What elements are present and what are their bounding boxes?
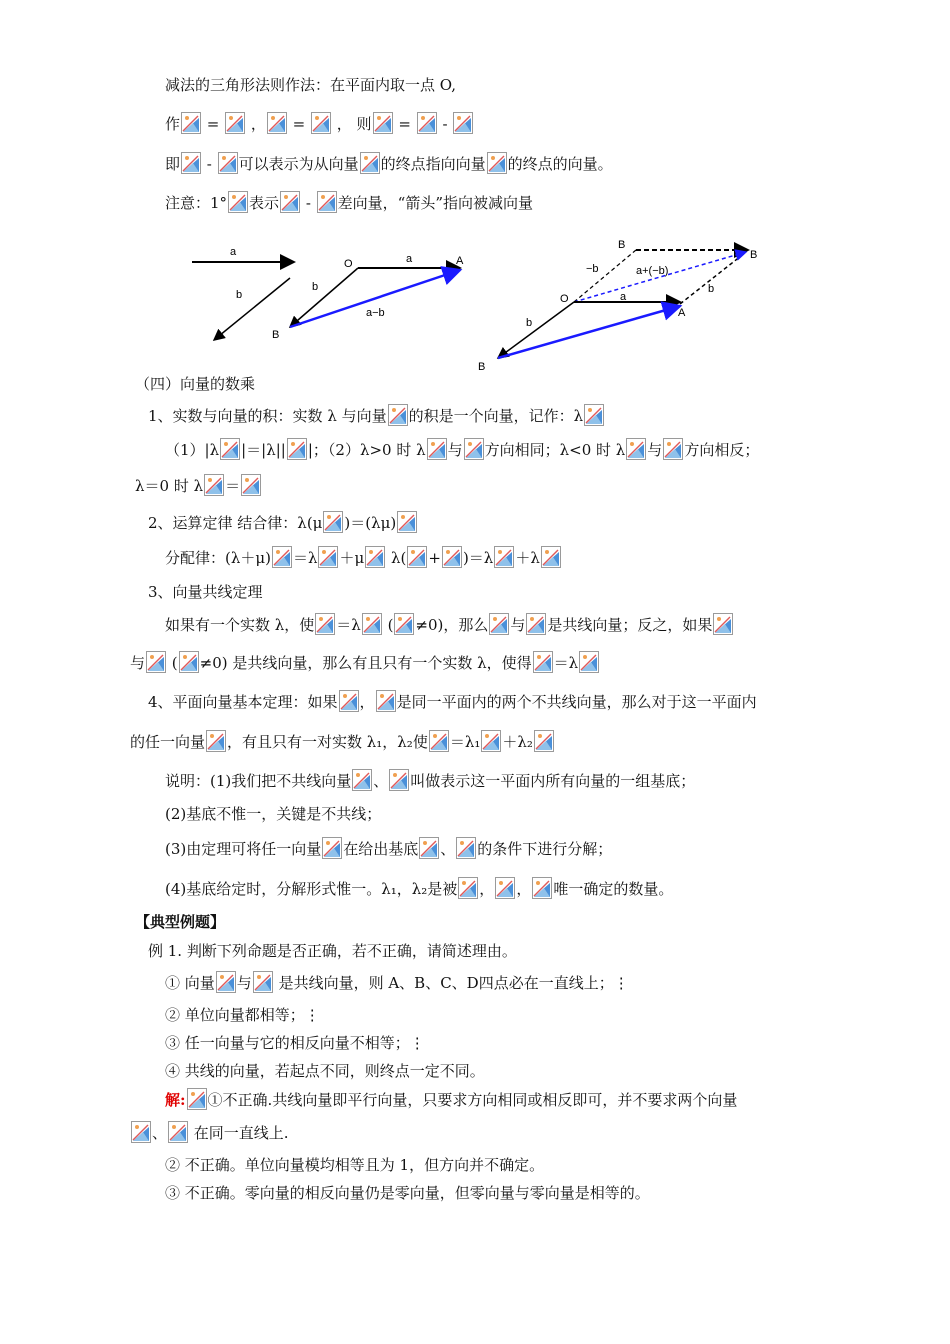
vector-placeholder-icon [373,112,393,134]
vector-placeholder-icon [579,651,599,673]
vector-placeholder-icon [494,546,514,568]
text-segment: 、 [152,1124,168,1142]
text-segment: = [393,115,416,133]
vector-placeholder-icon [397,511,417,533]
label-A-right: A [678,307,686,319]
text-line-l09 [148,511,418,534]
vector-placeholder-icon [663,438,683,460]
text-segment: 【典型例题】 [135,913,226,931]
vector-placeholder-icon [187,1088,207,1110]
text-segment: ， [516,880,532,898]
text-segment: 1、实数与向量的积：实数 λ 与向量 [148,407,387,425]
vector-placeholder-icon [225,112,245,134]
text-segment: 即 [165,155,181,173]
text-segment: 是同一平面内的两个不共线向量，那么对于这一平面内 [396,693,757,711]
text-segment: |＝|λ|| [241,441,286,459]
label-a-mid: a [406,253,413,265]
text-segment: 说明：(1)我们把不共线向量 [165,772,352,790]
text-line-l12 [165,613,734,636]
text-segment: ＋μ [339,549,365,567]
vector-placeholder-icon [179,651,199,673]
vector-placeholder-icon [362,613,382,635]
text-segment: 是共线向量，则 A、B、C、D四点必在一直线上；⋮ [273,974,629,992]
text-segment: 分配律：(λ＋μ) [165,549,271,567]
vector-ob-line [290,268,358,327]
text-line-l14 [148,690,757,713]
label-a-right: a [620,291,627,303]
label-sum: a+(−b) [636,265,669,277]
text-segment: ③ 任一向量与它的相反向量不相等；⋮ [165,1034,425,1052]
text-line-l28 [165,1154,544,1176]
vector-placeholder-icon [365,546,385,568]
text-segment: 与 [447,441,463,459]
text-line-l01 [165,74,456,96]
text-segment: 作 [165,115,181,133]
text-segment: 与 [130,654,146,672]
label-a-left: a [230,246,237,258]
text-line-l26 [165,1088,737,1111]
vector-placeholder-icon [442,546,462,568]
text-line-l23 [165,1004,320,1026]
vector-placeholder-icon [204,474,224,496]
text-segment: ③ 不正确。零向量的相反向量仍是零向量，但零向量与零向量是相等的。 [165,1184,650,1202]
text-segment: ，有且只有一对实数 λ₁，λ₂使 [227,733,428,751]
text-line-l05 [135,373,255,395]
text-segment: ② 单位向量都相等；⋮ [165,1006,320,1024]
text-segment: 4、平面向量基本定理：如果 [148,693,338,711]
text-segment: ， [246,115,266,133]
text-segment: 减法的三角形法则作法：在平面内取一点 O, [165,76,456,94]
text-segment: ≠0) 是共线向量，那么有且只有一个实数 λ，使得 [199,654,532,672]
text-segment: 方向相反； [684,441,760,459]
vector-subtraction-diagram [180,230,780,375]
text-segment: 的终点指向向量 [380,155,486,173]
text-segment: - [202,155,217,173]
text-segment: )＝(λμ) [344,514,397,532]
text-segment: 差向量，“箭头”指向被减向量 [337,194,534,212]
text-segment: ＋λ₂ [502,733,533,751]
text-line-l19 [165,877,673,900]
vector-placeholder-icon [220,438,240,460]
vector-placeholder-icon [267,112,287,134]
text-segment: 的条件下进行分解； [477,840,613,858]
text-segment: 与 [647,441,663,459]
text-line-l06 [148,404,605,427]
vector-placeholder-icon [315,613,335,635]
text-segment: 的任一向量 [130,733,206,751]
text-line-l10 [165,546,562,569]
label-O-right: O [560,293,569,305]
text-segment: 表示 [249,194,280,212]
vector-ob-right [498,302,574,358]
vector-placeholder-icon [388,404,408,426]
text-line-l04 [165,191,533,214]
vector-placeholder-icon [181,112,201,134]
text-segment: (2)基底不惟一，关键是不共线； [165,805,382,823]
vector-placeholder-icon [360,152,380,174]
text-line-l11 [148,581,263,603]
text-segment: + [428,549,441,567]
vector-placeholder-icon [458,877,478,899]
text-segment: ( [382,616,394,634]
text-segment: λ＝0 时 λ [135,477,204,495]
text-segment: （1）|λ [165,441,220,459]
vector-placeholder-icon [389,769,409,791]
vector-placeholder-icon [216,971,236,993]
text-line-l17 [165,803,381,825]
text-segment: 、 [440,840,456,858]
text-segment: ， 则 [332,115,372,133]
text-segment: 如果有一个实数 λ，使 [165,616,315,634]
text-line-l21 [148,940,517,962]
text-segment: 可以表示为从向量 [238,155,359,173]
label-o-mid: O [344,258,353,270]
vector-placeholder-icon [241,474,261,496]
text-line-l29 [165,1182,650,1204]
vector-placeholder-icon [526,613,546,635]
vector-placeholder-icon [407,546,427,568]
vector-placeholder-icon [584,404,604,426]
vector-placeholder-icon [376,690,396,712]
vector-placeholder-icon [272,546,292,568]
text-line-l15 [130,730,555,753]
vector-placeholder-icon [534,730,554,752]
vector-placeholder-icon [287,438,307,460]
vector-placeholder-icon [489,613,509,635]
vector-placeholder-icon [311,112,331,134]
vector-placeholder-icon [323,511,343,533]
text-segment: 是共线向量；反之，如果 [547,616,713,634]
text-segment: (3)由定理可将任一向量 [165,840,322,858]
vector-ba-right [498,306,680,358]
label-a-minus-b: a−b [366,307,385,319]
text-line-l25 [165,1060,485,1082]
text-segment: (4)基底给定时，分解形式惟一。λ₁，λ₂是被 [165,880,458,898]
vector-placeholder-icon [495,877,515,899]
text-segment: 2、运算定律 结合律：λ(μ [148,514,323,532]
vector-placeholder-icon [206,730,226,752]
text-line-l24 [165,1032,425,1054]
text-segment: ≠0)，那么 [415,616,489,634]
vector-placeholder-icon [146,651,166,673]
vector-placeholder-icon [168,1121,188,1143]
vector-placeholder-icon [487,152,507,174]
text-segment: = [202,115,225,133]
text-segment: 的积是一个向量，记作：λ [408,407,584,425]
text-segment: ① 向量 [165,974,215,992]
text-segment: ② 不正确。单位向量模均相等且为 1，但方向并不确定。 [165,1156,545,1174]
text-segment: ④ 共线的向量，若起点不同，则终点一定不同。 [165,1062,485,1080]
vector-placeholder-icon [481,730,501,752]
vector-placeholder-icon [429,730,449,752]
vector-placeholder-icon [280,191,300,213]
vector-placeholder-icon [228,191,248,213]
vector-placeholder-icon [131,1121,151,1143]
text-segment: λ( [386,549,407,567]
vector-placeholder-icon [218,152,238,174]
vector-placeholder-icon [181,152,201,174]
vector-placeholder-icon [456,837,476,859]
text-segment: ＝λ [336,616,361,634]
vector-placeholder-icon [533,651,553,673]
text-segment: 叫做表示这一平面内所有向量的一组基底； [410,772,696,790]
vector-placeholder-icon [532,877,552,899]
text-segment: 唯一确定的数量。 [553,880,674,898]
label-b-right-side: b [708,283,715,295]
text-line-l22 [165,971,629,994]
text-segment: 与 [236,974,252,992]
label-B-right: B [750,249,758,261]
vector-placeholder-icon [318,546,338,568]
label-B-bottom: B [478,361,486,373]
vector-neg-b-dashed [574,250,636,302]
text-segment: （四）向量的数乘 [135,375,256,393]
text-segment: 、 [373,772,389,790]
vector-placeholder-icon [464,438,484,460]
vector-placeholder-icon [453,112,473,134]
text-segment: 注意：1° [165,194,228,212]
vector-placeholder-icon [626,438,646,460]
text-segment: = [287,115,311,133]
vector-placeholder-icon [352,769,372,791]
label-neg-b: −b [586,263,599,275]
text-segment: 3、向量共线定理 [148,583,263,601]
text-segment: ＋λ [515,549,540,567]
text-segment: )＝λ [462,549,494,567]
vector-placeholder-icon [322,837,342,859]
label-B-top: B [618,239,626,251]
text-segment: 解: [165,1091,186,1109]
label-b-left: b [236,289,243,301]
vector-placeholder-icon [253,971,273,993]
text-segment: ， [359,693,375,711]
text-line-l08 [135,474,262,497]
text-segment: ( [167,654,178,672]
text-segment: - [437,115,453,133]
sum-dashed-line [574,252,746,302]
text-line-l13 [130,651,600,674]
text-line-l27 [130,1121,289,1144]
text-segment: ， [479,880,495,898]
text-segment: 与 [510,616,526,634]
text-line-l16 [165,769,695,792]
text-line-l18 [165,837,612,860]
text-segment: - [301,194,316,212]
text-line-l07 [165,438,759,461]
text-line-l02 [165,112,474,135]
label-A-mid: A [456,255,464,267]
label-b-mid: b [312,281,319,293]
vector-placeholder-icon [427,438,447,460]
text-line-l20 [135,911,225,933]
text-line-l03 [165,152,613,175]
text-segment: 在同一直线上. [189,1124,289,1142]
text-segment: ＝λ₁ [449,733,481,751]
label-B-mid: B [272,329,280,341]
label-b-right-left: b [526,317,533,329]
vector-placeholder-icon [339,690,359,712]
text-segment: ＝λ [553,654,579,672]
text-segment: ＝ [225,477,241,495]
text-segment: ＝λ [292,549,318,567]
text-segment: ①不正确.共线向量即平行向量，只要求方向相同或相反即可，并不要求两个向量 [207,1091,738,1109]
vector-placeholder-icon [419,837,439,859]
right-dashed-line [680,252,746,304]
text-segment: 在给出基底 [343,840,419,858]
text-segment: 方向相同；λ<0 时 λ [484,441,626,459]
text-segment: |；（2）λ>0 时 λ [307,441,426,459]
vector-placeholder-icon [317,191,337,213]
vector-placeholder-icon [541,546,561,568]
vector-placeholder-icon [713,613,733,635]
text-segment: 例 1. 判断下列命题是否正确，若不正确，请简述理由。 [148,942,517,960]
vector-placeholder-icon [394,613,414,635]
vector-placeholder-icon [417,112,437,134]
text-segment: 的终点的向量。 [507,155,613,173]
